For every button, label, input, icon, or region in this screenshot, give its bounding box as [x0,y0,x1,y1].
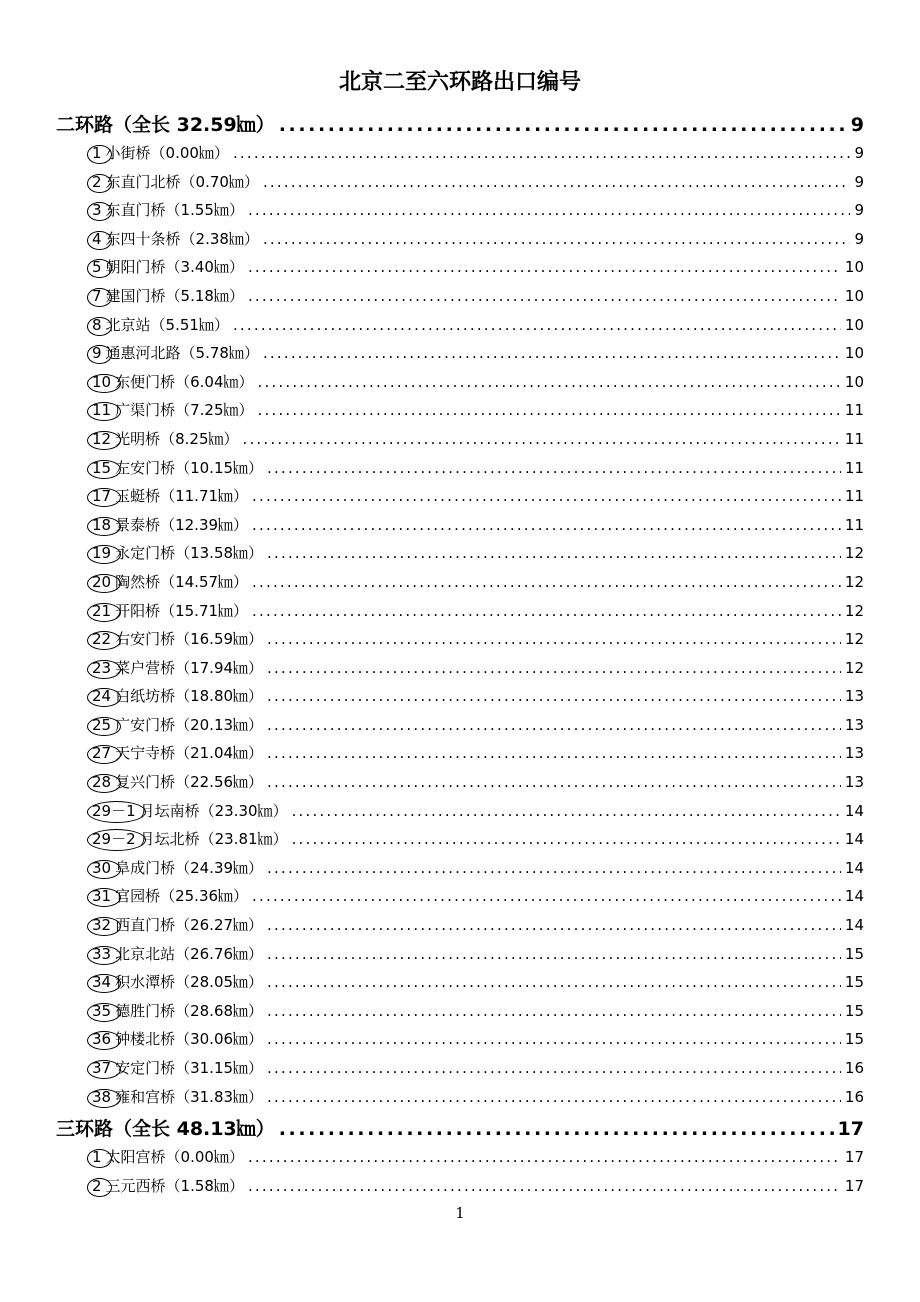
dot-leader [267,716,841,734]
dot-leader [267,659,841,677]
entry-page-number: 14 [844,801,864,820]
toc-entry-lead [90,399,254,420]
dot-leader [267,687,841,705]
page-number: 1 [455,1204,465,1222]
toc-entry-lead [90,371,254,392]
exit-number-circle: 18 [92,515,112,534]
exit-number-circle: 21 [92,601,112,620]
toc-entry-lead [90,657,263,678]
exit-number-circle: 27 [92,744,112,763]
entry-label: 三元西桥（1.58㎞） [105,1176,244,1195]
toc-entry[interactable] [0,742,920,771]
toc-entry[interactable] [0,714,920,743]
exit-number-circle: 2 [92,172,102,191]
dot-leader [263,344,841,362]
exit-number-circle: 15 [92,458,112,477]
toc-entry[interactable] [0,571,920,600]
entry-page-number: 17 [844,1148,864,1167]
exit-number-circle: 11 [92,401,112,420]
entry-page-number: 12 [844,601,864,620]
entry-page-number: 15 [844,1001,864,1020]
entry-label: 广安门桥（20.13㎞） [115,715,264,734]
toc-entry-lead [90,571,248,592]
entry-label: 太阳宫桥（0.00㎞） [105,1148,244,1167]
toc-entry[interactable] [0,542,920,571]
entry-page-number: 11 [844,401,864,420]
toc-entry-lead [90,342,259,363]
entry-label: 雍和宫桥（31.83㎞） [115,1087,264,1106]
toc-entry[interactable] [0,914,920,943]
exit-number-circle: 10 [92,372,112,391]
toc-entry-lead [90,600,248,621]
exit-number-circle: 29－2 [92,830,136,849]
toc-entry-lead [56,110,275,137]
entry-page-number: 11 [844,515,864,534]
dot-leader [252,602,841,620]
entry-label: 安定门桥（31.15㎞） [115,1059,264,1077]
dot-leader [267,973,841,991]
entry-page-number: 11 [844,429,864,448]
entry-label: 德胜门桥（28.68㎞） [115,1001,264,1020]
entry-page-number: 10 [844,315,864,334]
entry-label: 建国门桥（5.18㎞） [105,286,244,305]
toc-entry-lead [90,1146,244,1167]
dot-leader [248,201,851,219]
dot-leader [267,459,841,477]
toc-entry[interactable] [0,285,920,314]
dot-leader [267,945,841,963]
toc-entry[interactable] [0,428,920,457]
entry-page-number: 11 [844,458,864,477]
entry-label: 钟楼北桥（30.06㎞） [115,1030,264,1049]
exit-number-circle: 37 [92,1059,112,1077]
entry-label: 小街桥（0.00㎞） [105,144,229,162]
toc-entry-lead [90,685,263,706]
dot-leader [267,744,841,762]
exit-number-circle: 29－1 [92,801,136,820]
exit-number-circle: 8 [92,315,102,334]
dot-leader [267,916,841,934]
entry-label: 东四十条桥（2.38㎞） [105,229,259,248]
toc-entry[interactable] [0,457,920,486]
toc-entry-lead [90,171,259,192]
toc-entry-lead [90,428,239,449]
toc-entry[interactable] [0,857,920,886]
toc-entry-lead [90,771,263,792]
dot-leader [267,630,841,648]
toc-entry-lead [90,1000,263,1021]
entry-page-number: 15 [844,1030,864,1049]
exit-number-circle: 38 [92,1087,112,1106]
exit-number-circle: 17 [92,487,112,506]
dot-leader [243,430,841,448]
exit-number-circle: 24 [92,687,112,706]
dot-leader [258,373,841,391]
exit-number-circle: 20 [92,572,112,591]
toc-entry-lead [90,628,263,649]
entry-page-number: 16 [844,1087,864,1106]
toc-entry-lead [90,256,244,277]
entry-page-number: 17 [837,1118,864,1141]
toc-section-heading[interactable] [0,110,920,142]
dot-leader [267,1030,841,1048]
entry-page-number: 15 [844,944,864,963]
toc-entry[interactable] [0,628,920,657]
exit-number-circle: 25 [92,715,112,734]
toc-entry-lead [90,943,263,964]
toc-entry-lead [90,485,248,506]
dot-leader [248,1148,841,1166]
toc-entry-lead [90,199,244,220]
toc-entry-lead [90,542,263,563]
entry-page-number: 9 [854,144,864,162]
exit-number-circle: 3 [92,201,102,220]
exit-number-circle: 32 [92,916,112,935]
toc-entry[interactable] [0,885,920,914]
entry-label: 官园桥（25.36㎞） [115,887,249,906]
exit-number-circle: 7 [92,286,102,305]
entry-page-number: 12 [844,572,864,591]
entry-page-number: 10 [844,286,864,305]
toc-entry[interactable] [0,685,920,714]
toc-entry[interactable] [0,371,920,400]
exit-number-circle: 1 [92,1148,102,1167]
entry-label: 光明桥（8.25㎞） [115,429,239,448]
toc-entry[interactable] [0,256,920,285]
exit-number-circle: 19 [92,544,112,563]
entry-label: 东直门桥（1.55㎞） [105,201,244,220]
dot-leader [233,144,851,162]
toc-entry-lead [90,457,263,478]
dot-leader [263,230,851,248]
toc-entry[interactable] [0,342,920,371]
entry-label: 玉蜓桥（11.71㎞） [115,487,249,506]
toc-entry-lead [90,1028,263,1049]
entry-label: 东便门桥（6.04㎞） [115,372,254,391]
entry-page-number: 12 [844,630,864,649]
entry-page-number: 10 [844,258,864,277]
entry-page-number: 14 [844,830,864,849]
entry-label: 左安门桥（10.15㎞） [115,458,264,477]
dot-leader [267,859,841,877]
entry-page-number: 14 [844,916,864,935]
exit-number-circle: 30 [92,858,112,877]
toc-entry-lead [90,828,288,849]
toc-entry[interactable] [0,1175,920,1204]
toc-entry[interactable] [0,771,920,800]
entry-page-number: 16 [844,1059,864,1077]
toc-entry-lead [90,142,229,163]
toc-entry[interactable] [0,971,920,1000]
dot-leader [252,516,841,534]
exit-number-circle: 12 [92,429,112,448]
exit-number-circle: 22 [92,630,112,649]
entry-label: 右安门桥（16.59㎞） [115,630,264,649]
entry-label: 东直门北桥（0.70㎞） [105,172,259,191]
entry-page-number: 9 [854,172,864,191]
toc-entry[interactable] [0,1000,920,1029]
entry-label: 阜成门桥（24.39㎞） [115,858,264,877]
dot-leader [279,114,847,136]
entry-label: 广渠门桥（7.25㎞） [115,401,254,420]
toc-entry[interactable] [0,600,920,629]
toc-entry-lead [56,1114,275,1141]
dot-leader [252,487,841,505]
section-label: 二环路（全长 32.59㎞） [56,114,275,136]
entry-label: 开阳桥（15.71㎞） [115,601,249,620]
entry-page-number: 14 [844,887,864,906]
entry-page-number: 9 [850,114,864,136]
dot-leader [258,401,841,419]
toc-entry-lead [90,714,263,735]
entry-label: 月坛北桥（23.81㎞） [139,830,288,849]
entry-label: 通惠河北路（5.78㎞） [105,344,259,363]
toc-entry[interactable] [0,657,920,686]
dot-leader [263,173,851,191]
toc-entry-lead [90,857,263,878]
page-title: 北京二至六环路出口编号 [338,70,581,95]
entry-label: 积水潭桥（28.05㎞） [115,973,264,992]
entry-label: 永定门桥（13.58㎞） [115,544,264,563]
toc-entry[interactable] [0,142,920,171]
toc-entry-lead [90,971,263,992]
entry-label: 天宁寺桥（21.04㎞） [115,744,264,763]
dot-leader [233,316,841,334]
entry-page-number: 15 [844,973,864,992]
dot-leader [267,1088,841,1106]
dot-leader [248,287,841,305]
dot-leader [279,1118,834,1140]
dot-leader [248,1177,841,1195]
entry-page-number: 13 [844,715,864,734]
entry-page-number: 11 [844,487,864,506]
toc-entry-lead [90,1086,263,1107]
exit-number-circle: 36 [92,1030,112,1049]
toc-entry-lead [90,914,263,935]
exit-number-circle: 34 [92,973,112,992]
entry-label: 白纸坊桥（18.80㎞） [115,687,264,706]
dot-leader [292,802,841,820]
toc-entry[interactable] [0,1086,920,1115]
dot-leader [252,573,841,591]
entry-page-number: 12 [844,544,864,563]
toc-entry[interactable] [0,199,920,228]
toc-entry-lead [90,228,259,249]
dot-leader [267,1002,841,1020]
toc-entry[interactable] [0,399,920,428]
toc-entry-lead [90,514,248,535]
toc-entry-lead [90,1057,263,1078]
dot-leader [252,887,841,905]
entry-page-number: 17 [844,1176,864,1195]
entry-label: 西直门桥（26.27㎞） [115,916,264,935]
toc-entry[interactable] [0,800,920,829]
entry-page-number: 10 [844,372,864,391]
toc-entry-lead [90,314,229,335]
entry-label: 朝阳门桥（3.40㎞） [105,258,244,277]
entry-label: 菜户营桥（17.94㎞） [115,658,264,677]
dot-leader [292,830,841,848]
dot-leader [248,258,841,276]
exit-number-circle: 33 [92,944,112,963]
entry-label: 月坛南桥（23.30㎞） [139,801,288,820]
exit-number-circle: 2 [92,1176,102,1195]
toc-entry[interactable] [0,228,920,257]
exit-number-circle: 4 [92,229,102,248]
entry-page-number: 13 [844,687,864,706]
exit-number-circle: 1 [92,144,102,162]
exit-number-circle: 5 [92,258,102,277]
toc-entry[interactable] [0,314,920,343]
toc-entry[interactable] [0,171,920,200]
toc-section-heading[interactable] [0,1114,920,1146]
exit-number-circle: 28 [92,773,112,792]
toc-entry[interactable] [0,1146,920,1175]
dot-leader [267,773,841,791]
entry-page-number: 13 [844,773,864,792]
exit-number-circle: 35 [92,1001,112,1020]
exit-number-circle: 23 [92,658,112,677]
entry-page-number: 9 [854,201,864,220]
toc-entry[interactable] [0,514,920,543]
entry-page-number: 13 [844,744,864,763]
exit-number-circle: 31 [92,887,112,906]
toc-entry[interactable] [0,485,920,514]
entry-page-number: 9 [854,229,864,248]
entry-label: 复兴门桥（22.56㎞） [115,773,264,792]
entry-label: 陶然桥（14.57㎞） [115,572,249,591]
toc-entry-lead [90,800,288,821]
dot-leader [267,544,841,562]
entry-page-number: 14 [844,858,864,877]
toc-entry-lead [90,885,248,906]
entry-label: 北京站（5.51㎞） [105,315,229,334]
toc-entry[interactable] [0,1028,920,1057]
toc-entry[interactable] [0,828,920,857]
toc-entry-lead [90,742,263,763]
exit-number-circle: 9 [92,344,102,363]
dot-leader [267,1059,841,1077]
section-label: 三环路（全长 48.13㎞） [56,1118,275,1141]
entry-page-number: 12 [844,658,864,677]
toc-entry-lead [90,1175,244,1196]
entry-label: 景泰桥（12.39㎞） [115,515,249,534]
entry-page-number: 10 [844,344,864,363]
table-of-contents [0,110,920,1203]
toc-entry[interactable] [0,943,920,972]
toc-entry[interactable] [0,1057,920,1086]
toc-entry-lead [90,285,244,306]
entry-label: 北京北站（26.76㎞） [115,944,264,963]
